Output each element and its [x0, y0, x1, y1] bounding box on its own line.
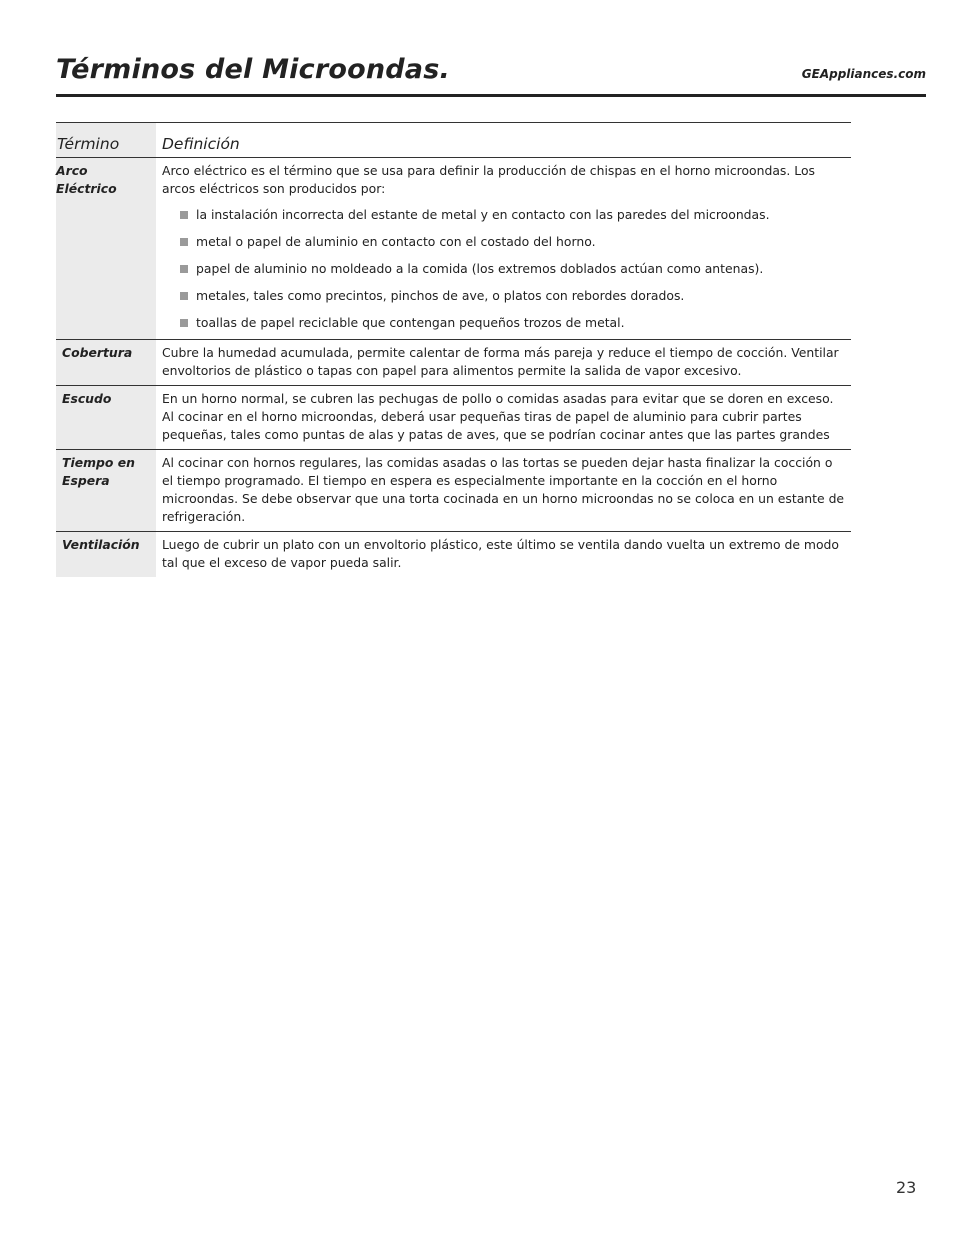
table-row [56, 340, 851, 386]
term-cell: Ventilación [56, 532, 156, 578]
term-cell: Tiempo en Espera [56, 450, 156, 532]
definition-cell [156, 386, 851, 450]
square-bullet-icon [180, 292, 188, 300]
definition-text: Luego de cubrir un plato con un envoltorio plástico, este último se ventila dando vuelta un extremo de modo tal que el exceso de vapor pueda salir. [162, 537, 840, 570]
square-bullet-icon [180, 319, 188, 327]
table-row [56, 158, 851, 340]
list-item [180, 206, 846, 224]
definition-cell [156, 340, 851, 386]
list-item [180, 314, 846, 332]
definition-text: Al cocinar con hornos regulares, las comidas asadas o las tortas se pueden dejar hasta finalizar la cocción o el tiempo programado. El tiempo en espera es especialmente importante en la cocción en el horno microondas. Se debe observar que una torta cocinada en un horno microondas no se coloca en un estante de refrigeración. [162, 455, 845, 524]
square-bullet-icon [180, 211, 188, 219]
column-header-definition: Definición [156, 123, 851, 158]
table-row [56, 532, 851, 578]
term-cell: Arco Eléctrico [56, 158, 156, 340]
definition-cell [156, 532, 851, 578]
term-cell: Cobertura [56, 340, 156, 386]
list-item [180, 260, 846, 278]
list-item-text: metal o papel de aluminio en contacto con el costado del horno. [196, 234, 596, 249]
definition-text: Arco eléctrico es el término que se usa para definir la producción de chispas en el horno microondas. Los arcos eléctricos son producidos por: [162, 163, 815, 196]
term-cell: Escudo [56, 386, 156, 450]
bullet-list [162, 206, 846, 332]
definition-text: Cubre la humedad acumulada, permite calentar de forma más pareja y reduce el tiempo de cocción. Ventilar envoltorios de plástico o tapas con papel para alimentos permite la salida de vapor excesivo. [162, 345, 839, 378]
website-label: GEAppliances.com [801, 67, 926, 81]
table-row [56, 386, 851, 450]
page-title: Términos del Microondas. [56, 54, 450, 85]
page-header [56, 52, 926, 97]
table-row [56, 450, 851, 532]
list-item-text: toallas de papel reciclable que contengan pequeños trozos de metal. [196, 315, 625, 330]
definition-text: En un horno normal, se cubren las pechugas de pollo o comidas asadas para evitar que se doren en exceso. Al cocinar en el horno microondas, deberá usar pequeñas tiras de papel de aluminio para cubrir partes pequeñas, tales como puntas de alas y patas de aves, que se podrían cocinar antes que las partes grandes [162, 391, 834, 442]
list-item [180, 287, 846, 305]
square-bullet-icon [180, 265, 188, 273]
terms-table [56, 122, 851, 577]
list-item-text: metales, tales como precintos, pinchos de ave, o platos con rebordes dorados. [196, 288, 685, 303]
list-item [180, 233, 846, 251]
square-bullet-icon [180, 238, 188, 246]
list-item-text: papel de aluminio no moldeado a la comida (los extremos doblados actúan como antenas). [196, 261, 764, 276]
list-item-text: la instalación incorrecta del estante de metal y en contacto con las paredes del microondas. [196, 207, 770, 222]
definition-cell [156, 158, 851, 340]
column-header-term: Término [56, 123, 156, 158]
table-header-row [56, 123, 851, 158]
page-number: 23 [896, 1178, 917, 1197]
definition-cell [156, 450, 851, 532]
